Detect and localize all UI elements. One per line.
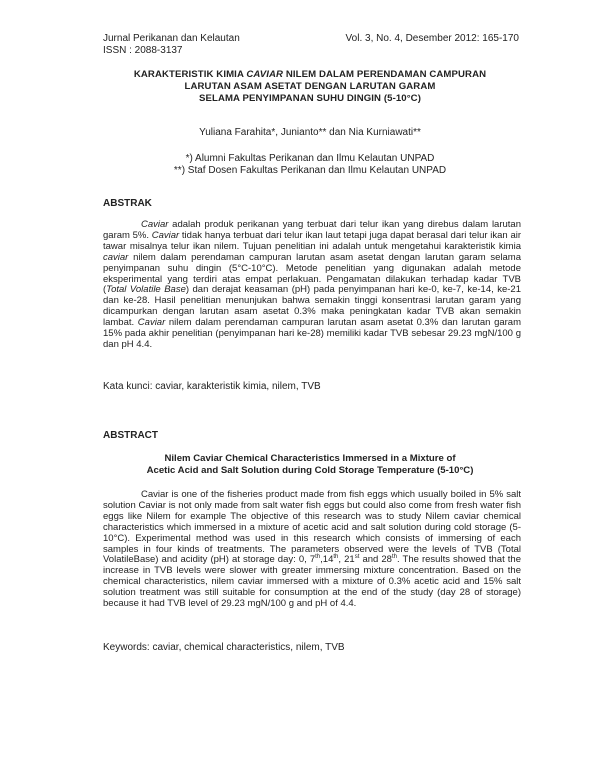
english-title-line-2: Acetic Acid and Salt Solution during Cold Storage Temperature (5-10°C) xyxy=(146,465,474,476)
title-line-2: LARUTAN ASAM ASETAT DENGAN LARUTAN GARAM xyxy=(184,81,436,92)
affiliation-1: *) Alumni Fakultas Perikanan dan Ilmu Kelautan UNPAD xyxy=(185,153,435,164)
paper-title xyxy=(100,69,520,105)
english-title xyxy=(100,453,520,477)
issn: ISSN : 2088-3137 xyxy=(103,45,183,56)
abstract-paragraph: Caviar is one of the fisheries product made from fish eggs which usually boiled in 5% salt solution Caviar is not only made from salt water fish eggs but could also come from fresh water fish eggs like Nilem for example The objective of this research was to study Nilem caviar chemical characteristics which immersed in a mixture of acetic acid and salt solution during cold storage (5-10°C). Experimental method was used in this research which consists of immersing of each samples in four kinds of treatments. The parameters observed were the levels of TVB (Total VolatileBase) and acidity (pH) at storage day: 0, 7th,14th, 21st and 28th. The results showed that the increase in TVB levels were slower with greater immersing mixture concentration. Based on the chemical characteristics, nilem caviar immersed with a mixture of 0.3% acetic acid and 15% salt solution treatment was still suitable for consumption at the end of the study (day 28 of storage) because it had TVB level of 29.23 mgN/100 g and pH of 4.4. xyxy=(103,489,521,610)
abstrak-paragraph: Caviar adalah produk perikanan yang terbuat dari telur ikan yang direbus dalam larutan garam 5%. Caviar tidak hanya terbuat dari telur ikan laut tetapi juga dapat berasal dari telur ikan air tawar misalnya telur ikan nilem. Tujuan penelitian ini adalah untuk mengetahui karakteristik kimia caviar nilem dalam perendaman campuran larutan asam asetat dengan larutan garam selama penyimpanan suhu dingin (5°C-10°C). Metode penelitian yang digunakan adalah metode eksperimental yang terdiri atas empat perlakuan. Pengamatan dilakukan terhadap kadar TVB (Total Volatile Base) dan derajat keasaman (pH) pada penyimpanan hari ke-0, ke-7, ke-14, ke-21 dan ke-28. Hasil penelitian menunjukan bahwa semakin tinggi konsentrasi larutan garam yang dicampurkan dengan larutan asam asetat 0.3% maka peningkatan kadar TVB akan semakin lambat. Caviar nilem dalam perendaman campuran larutan asam asetat 0.3% dan larutan garam 15% pada akhir penelitian (penyimpanan hari ke-28) memiliki kadar TVB sebesar 29.23 mgN/100 g dan pH 4.4. xyxy=(103,219,521,350)
author-list: Yuliana Farahita*, Junianto** dan Nia Kurniawati** xyxy=(199,127,421,138)
english-title-line-1: Nilem Caviar Chemical Characteristics Immersed in a Mixture of xyxy=(164,453,456,464)
volume-info: Vol. 3, No. 4, Desember 2012: 165-170 xyxy=(345,33,519,44)
affiliations xyxy=(100,153,520,177)
abstract-heading: ABSTRACT xyxy=(103,430,158,441)
kata-kunci: Kata kunci: caviar, karakteristik kimia, nilem, TVB xyxy=(103,381,321,392)
journal-name: Jurnal Perikanan dan Kelautan xyxy=(103,33,240,44)
title-line-1: KARAKTERISTIK KIMIA CAVIAR NILEM DALAM PERENDAMAN CAMPURAN xyxy=(133,69,487,80)
abstrak-heading: ABSTRAK xyxy=(103,198,152,209)
keywords: Keywords: caviar, chemical characteristics, nilem, TVB xyxy=(103,642,345,653)
running-header xyxy=(103,33,519,57)
title-line-3: SELAMA PENYIMPANAN SUHU DINGIN (5-10°C) xyxy=(198,93,421,104)
affiliation-2: **) Staf Dosen Fakultas Perikanan dan Ilmu Kelautan UNPAD xyxy=(173,165,447,176)
